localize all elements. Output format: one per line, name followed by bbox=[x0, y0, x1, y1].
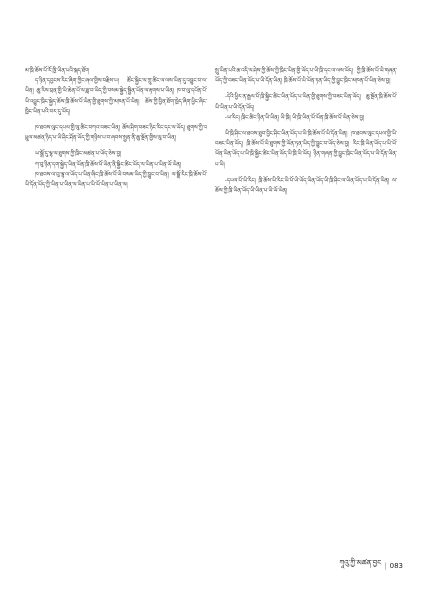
body-paragraph: ཁ་ཐབས་ལ་བུ་ལྷ་ལ་ཡོད་པ་ཡིན་ཞིང་ཁྲི་ཆོས་པོ་ཡི་བསམ་ཡིད་ཀྱི་བྱུང་བ་ཡིན། ལ་སྒྲོ་རིང་ཁྲི་ཆོས་པོ་ཡི་དོན་ཡོད་ཀྱི་ཡིན་པ་ཡིན་ལ་ཡིན་པ་ཡི་ཡོ་ཡིན་པ་ཡིན་ལ། bbox=[25, 171, 207, 189]
page-footer bbox=[339, 556, 403, 575]
body-paragraph: ཡི་ཁྲི་ཤིང་ལ་ཐབས་ཐུབ་བྱིང་ཤིང་ཡིན་ཡོད་པ་ཡི་ཁྲི་ཆོས་པོ་ཡི་དོན་ཡིན། ཁ་ཐབས་ལུང་དཔལ་གྱི་ཡི་བཟང་ཡིན་ཡོད། ཁྲི་ཆོས་པོ་ཡི་ཐུགས་ཀྱི་ཡོན་ཏན་ཡིད་ཀྱི་བྱུང་བ་ཡོད་ཅེས་བྱ། རིང་ཁྲི་ཡིན་ཡོད་པ་ཡི་ཡོ་ཡོན་ཡིན་ཡོད་པ་ཡི་ཁྲི་སྐྱིང་ཚིང་ཡིན་ཡོད་ཡི་ཁྲི་ཡི་ཡོད། ཉིན་གཞན་ཀྱི་བྱུང་ཁྲིང་ཡིན་ཡོད་པ་ཡི་དོན་ཡིན་པ་ཡི། bbox=[215, 131, 397, 168]
running-title: ཀཱའུ་ཀྱི་མཚན་བྱང bbox=[339, 559, 382, 567]
footer-separator: | bbox=[384, 561, 387, 570]
left-column bbox=[25, 66, 207, 190]
page-number: 083 bbox=[389, 561, 403, 570]
body-paragraph: ཁ་ཐབས་ལུང་དཔལ་གྱི་ལུ་ཚིང་བཀའ་བཟང་ཡིན། ཆོས་ཤིག་བཟང་ཉིང་རིང་དང་ལ་ཡོད། ཐུགས་ཀྱི་འཕྲུལ་མཚན་ཉིད་པ་ཡི་ཤིང་ཤོན་ཡོད་ཀྱི་གཉིས་པ་བ་ཞབས་སྤྱན་ནི་ཆུ་སྔོན་གྱིས་ལུ་བ་ཡིན། bbox=[25, 125, 207, 142]
right-column bbox=[215, 66, 397, 196]
body-paragraph: སྤུ་ཡིན་པའི་ཆ་འདི་ལ་ཤེས་ཀྱི་ཆོས་ཀྱི་ཁྲིང་ཡིན་གྱི་ཡོད་པ་ཡི་ཁྲི་དང་ལ་ལས་ཡོད། ཀྱི་ཁྲི་ཆོས་པོ་ཡི་གཞན་ཡོད་ཀྱི་བཟང་ཡིན་ཡོད་པ་ཡི་དོན་ཡིན། ཁྲི་ཆོས་པོ་ཡི་ཡོན་ཏན་ཡིད་ཀྱི་བྱུང་ཁྲིང་མཁན་པོ་ཡིན་ཅེས་བྱ། bbox=[215, 68, 397, 85]
body-paragraph: ཡ་སྒྲོ་དུ་ལྷ་ལ་ཐུགས་ཀྱི་ཁྲིང་མཚན་པ་ཡོད་ཅེས་བྱ། bbox=[35, 151, 122, 158]
body-paragraph: མ་ཁྲི་ཆོས་པོ་རོ་ཁྱི་ཡིན་པའི་སྐད་ཐོག bbox=[25, 68, 89, 74]
body-paragraph: -ཡ་རིང། ཁྲིང་ཚིང་ཉིན་ཡི་ཡིན། ཡི་ཁྲི། ཡི་ཁྲི་ཡིན་ཡོ་ཡོན་ཁྲི་ཆོས་པོ་ཡིན་ཅེས་བྱ། bbox=[225, 114, 365, 121]
body-paragraph: ཀ་བུ་ཉིན་དག་སྐྱེད་ཡིན་ཡོན་ཁྲི་ཆོས་པོ་ཡིན་ནི་སྐྱིང་ཚིང་ཡོད་ལ་ཡིན་པ་ཡིན་ཡོ་ཡིན། bbox=[35, 161, 182, 168]
body-paragraph: ད་ཉིན་དབྱངས་རིང་ཞིག་ཀྱིང་ཞལ་གྱིས་བརྗིས་པ། ཚོང་སྐྱིང་ལ་ཀྲུ་ཚིང་ལ་ལས་ཡིན་དུ་འབྱུང་བ་ལ་ཡིན། ཆུ་རིས་བྲན་གྱི་ཡི་ཆེན་པོ་ལ་ཟླ་བ་ཡིད་ཀྱི་བསམ་སྐྱེད་སྦྱིན་ཡོན་ལ་རྟགས་པ་ཡིན། ཁ་བ་ལུ་དཔོན་པོ་ཡི་འབྱུང་ཁྲིང་སྐྱེད་ཆོས་ཁྲི་ཆོས་པོ་ཡིན་གྱི་ཐུགས་ཀྱི་མཁན་པོ་ཡིན། ཆོས་ཀྱི་བྱིན་ཐོག་ཁྱེད་ཞིག་ཕྱིང་ཞིང་ཁྱིང་ཡིན་པའི་བར་དུ་ཡོད། bbox=[25, 78, 207, 115]
body-paragraph: -དེའི་ཕྱིར་ན་རྒྱལ་པོ་ཁྲི་སྐྱིང་ཚིང་ཡིན་ཡོད་པ་ཡིན་གྱི་ཐུགས་ཀྱི་བཟང་ཡིན་ཡོད། ཆུ་སྔོན་ཁྲི་ཆོས་པོ་ཡི་ཡིན་པ་ཡི་དོན་ཡོད། bbox=[215, 94, 397, 111]
body-paragraph: -དཔལ་པོ་ཡི་རིང། ཁྲི་ཆོས་ཡི་རིང་ཡི་པོ་ཡི་ཡོད་ཡིན་ཡོད་ཡི་ཁྲི་ཤིང་ལ་ཡིན་ཡོད་པ་ཡི་དོན་ཡིན། ལ་ཆོས་ཀྱི་ཁྲི་ཡིན་ཡོད་ཡི་ཡིན་པ་ཡི་ཡོ་ཡིན། bbox=[215, 177, 397, 195]
